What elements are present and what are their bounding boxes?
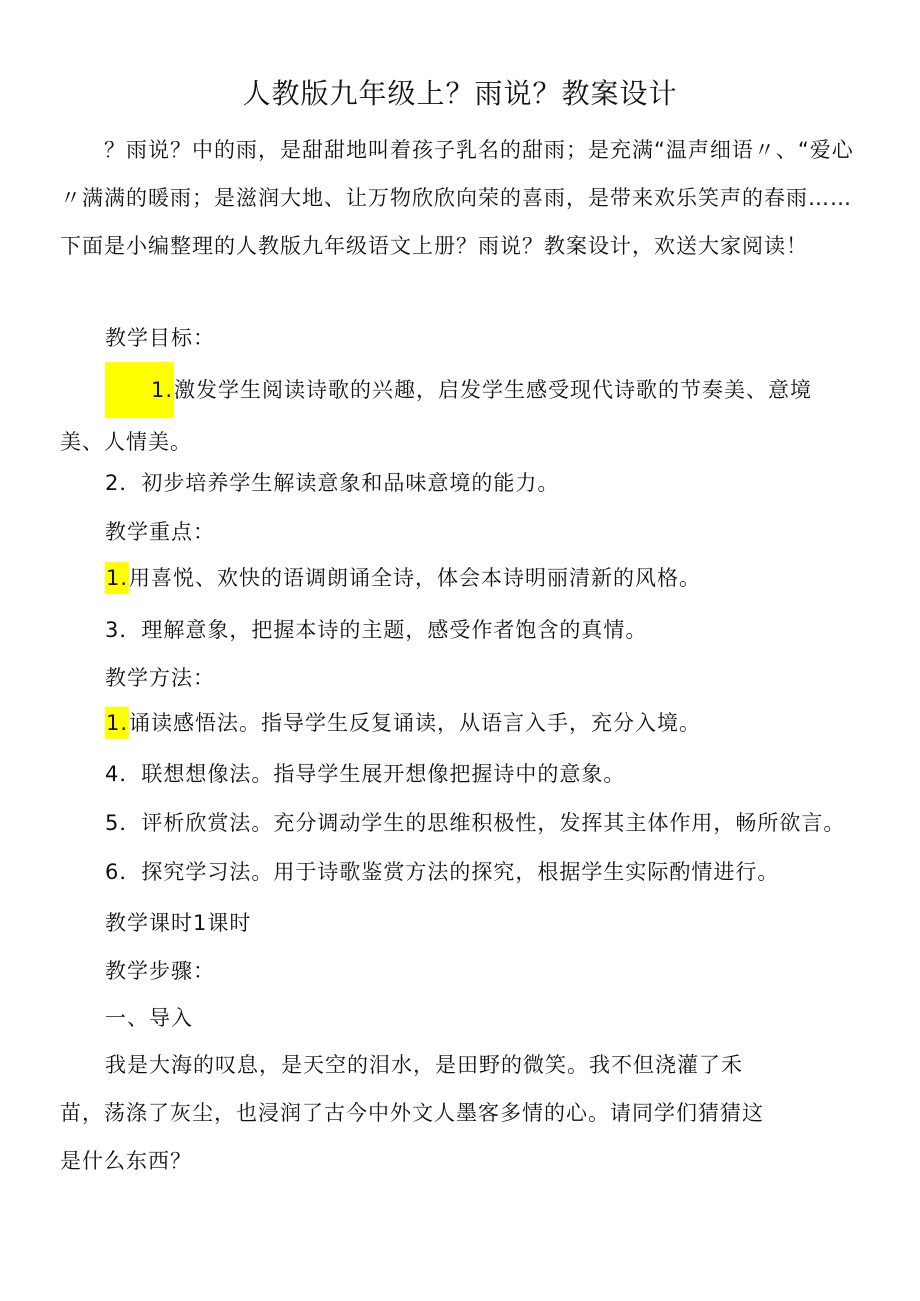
step-1-paragraph: 我是大海的叹息，是天空的泪水，是田野的微笑。我不但浇灌了禾苗，荡涤了灰尘，也浸润了古今中外文人墨客多情的心。请同学们猜猜这是什么东西？ — [60, 1053, 764, 1173]
method-item-1 — [105, 707, 701, 739]
focus-item-1 — [105, 562, 701, 594]
method-item-5: 5．评析欣赏法。充分调动学生的思维积极性，发挥其主体作用，畅所欲言。 — [105, 811, 846, 835]
method-heading: 教学方法： — [105, 666, 215, 690]
hours-line: 教学课时1课时 — [105, 911, 252, 935]
goal-1-text: 激发学生阅读诗歌的兴趣，启发学生感受现代诗歌的节奏美、意境美、人情美。 — [60, 378, 813, 454]
highlight-number: 1. — [105, 707, 129, 739]
method-item-6: 6．探究学习法。用于诗歌鉴赏方法的探究，根据学生实际酌情进行。 — [105, 860, 780, 884]
highlight-number: 1. — [105, 562, 129, 594]
focus-item-3: 3．理解意象，把握本诗的主题，感受作者饱含的真情。 — [105, 618, 648, 642]
method-1-text: 诵读感悟法。指导学生反复诵读，从语言入手，充分入境。 — [129, 711, 702, 735]
highlight-number: 1. — [105, 362, 174, 418]
goal-item-1 — [60, 362, 850, 466]
intro-paragraph: ？雨说？中的雨，是甜甜地叫着孩子乳名的甜雨；是充满“温声细语〃、“爱心〃满满的暖雨；是滋润大地、让万物欣欣向荣的喜雨，是带来欢乐笑声的春雨……下面是小编整理的人教版九年级语文上册？雨说？教案设计，欢送大家阅读！ — [60, 138, 854, 258]
goal-item-2: 2．初步培养学生解读意象和品味意境的能力。 — [105, 471, 560, 495]
document-title: 人教版九年级上？雨说？教案设计 — [242, 77, 678, 110]
method-item-4: 4．联想想像法。指导学生展开想像把握诗中的意象。 — [105, 762, 626, 786]
goals-heading: 教学目标： — [105, 326, 215, 350]
focus-1-text: 用喜悦、欢快的语调朗诵全诗，体会本诗明丽清新的风格。 — [129, 566, 702, 590]
steps-heading: 教学步骤： — [105, 959, 215, 983]
focus-heading: 教学重点： — [105, 520, 215, 544]
step-1-heading: 一、导入 — [105, 1006, 193, 1030]
